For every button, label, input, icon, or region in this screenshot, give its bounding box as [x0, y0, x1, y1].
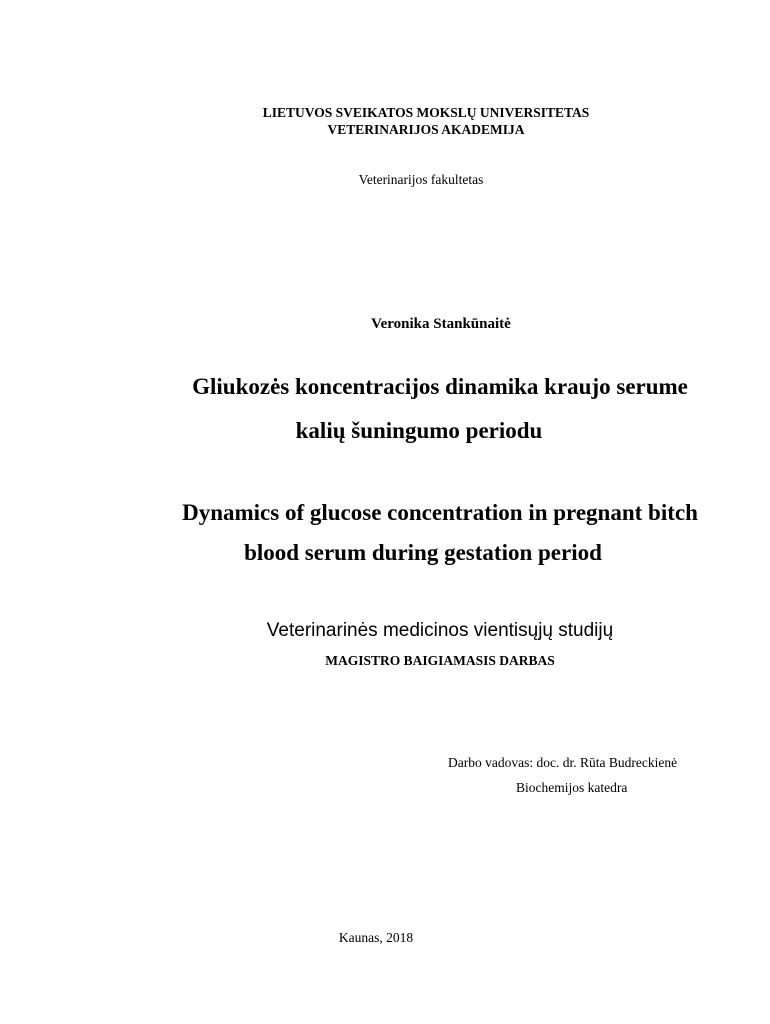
academy-name: VETERINARIJOS AKADEMIJA [327, 122, 525, 137]
author-name: Veronika Stankūnaitė [371, 316, 511, 332]
title-lithuanian-line-1: Gliukozės koncentracijos dinamika kraujo serume [192, 374, 688, 399]
title-english-line-2: blood serum during gestation period [244, 540, 602, 565]
title-lithuanian-line-2: kalių šuningumo periodu [295, 418, 543, 443]
faculty-name: Veterinarijos fakultetas [358, 172, 484, 187]
study-program: Veterinarinės medicinos vientisųjų studijų [266, 620, 614, 641]
city-and-year: Kaunas, 2018 [338, 930, 414, 945]
university-name: LIETUVOS SVEIKATOS MOKSLŲ UNIVERSITETAS [262, 105, 590, 120]
supervisor: Darbo vadovas: doc. dr. Rūta Budreckienė [448, 755, 678, 770]
thesis-type: MAGISTRO BAIGIAMASIS DARBAS [325, 653, 555, 668]
title-english-line-1: Dynamics of glucose concentration in pregnant bitch [182, 500, 698, 525]
department: Biochemijos katedra [516, 780, 628, 795]
